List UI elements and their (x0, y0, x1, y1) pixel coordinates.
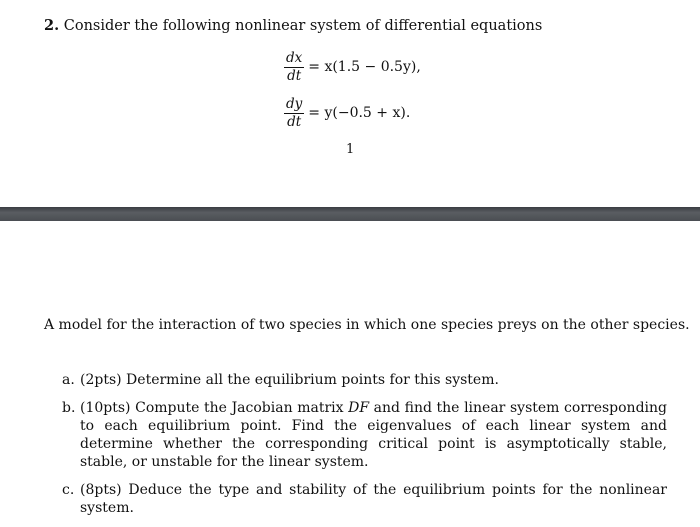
fraction-denominator: dt (287, 67, 302, 84)
part-text-after: and find the linear system corresponding to each equilibrium point. Find the eigenvalues of each linear system and determine whether the corresponding critical point is asymptotically stable, stable, or unstable for the linear system. (80, 400, 667, 470)
equation-rhs: = y(−0.5 + x). (308, 105, 411, 121)
page-two (0, 221, 700, 525)
problem-number: 2. (44, 17, 60, 34)
fraction-denominator: dt (287, 113, 302, 130)
problem-statement: Consider the following nonlinear system of differential equations (63, 18, 543, 34)
jacobian-symbol: DF (348, 400, 370, 416)
part-text-before: (10pts) Compute the Jacobian matrix (80, 400, 349, 416)
problem-heading (44, 17, 542, 35)
part-text: (2pts) Determine all the equilibrium points for this system. (80, 372, 499, 388)
fraction-numerator: dy (286, 95, 303, 112)
page-one (0, 0, 700, 207)
part-label: a. (62, 372, 75, 388)
question-part-a (62, 371, 667, 389)
equation-system (284, 44, 421, 136)
equation-dy-dt (284, 90, 421, 136)
question-part-b (62, 399, 667, 471)
part-text: (8pts) Deduce the type and stability of the equilibrium points for the nonlinear system. (80, 482, 667, 516)
page-divider (0, 207, 700, 221)
derivative-fraction (284, 51, 304, 84)
derivative-fraction (284, 97, 304, 130)
model-intro: A model for the interaction of two species in which one species preys on the other species. (44, 317, 690, 333)
question-parts (62, 371, 667, 527)
equation-rhs: = x(1.5 − 0.5y), (308, 59, 421, 75)
fraction-numerator: dx (286, 49, 303, 66)
equation-dx-dt (284, 44, 421, 90)
part-text (80, 399, 667, 471)
part-label: b. (62, 400, 76, 416)
page-number: 1 (346, 142, 355, 157)
question-part-c (62, 481, 667, 517)
part-label: c. (62, 482, 75, 498)
